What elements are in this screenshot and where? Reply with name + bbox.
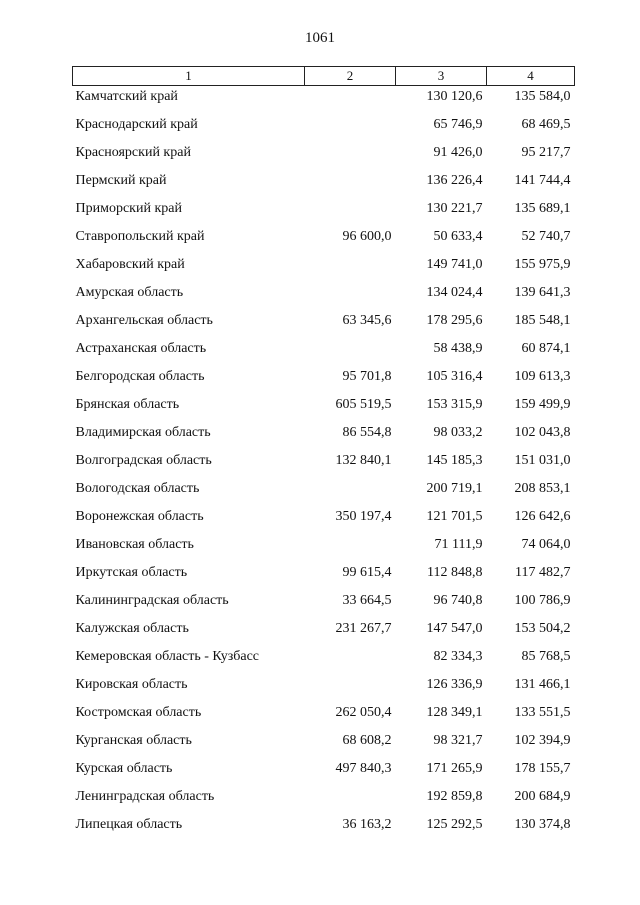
- column-3-value: 130 120,6: [426, 89, 483, 104]
- column-2-value: 86 554,8: [342, 425, 392, 440]
- column-2-value: 63 345,6: [342, 313, 392, 328]
- table-row: [73, 335, 575, 363]
- column-2-value: 605 519,5: [335, 397, 392, 412]
- column-3-value: 126 336,9: [426, 677, 483, 692]
- column-3-value: 98 321,7: [433, 733, 483, 748]
- table-header: [73, 67, 575, 86]
- region-name-cell: Вологодская область: [75, 481, 200, 496]
- column-4-value: 185 548,1: [514, 313, 571, 328]
- column-3-value: 128 349,1: [426, 705, 483, 720]
- column-2-value: 132 840,1: [335, 453, 392, 468]
- table-row: [73, 167, 575, 195]
- page-number: 1061: [305, 30, 335, 46]
- column-4-value: 130 374,8: [514, 817, 571, 832]
- column-3-value: 200 719,1: [426, 481, 483, 496]
- region-name-cell: Владимирская область: [75, 425, 211, 440]
- table-row: [73, 531, 575, 559]
- column-3-value: 105 316,4: [426, 369, 483, 384]
- column-3-value: 121 701,5: [426, 509, 483, 524]
- table-row: [73, 86, 575, 112]
- table-row: [73, 699, 575, 727]
- column-3-value: 58 438,9: [433, 341, 483, 356]
- column-4-value: 141 744,4: [514, 173, 571, 188]
- table-row: [73, 419, 575, 447]
- column-2-value: 95 701,8: [342, 369, 392, 384]
- column-3-value: 50 633,4: [433, 229, 483, 244]
- column-4-value: 133 551,5: [514, 705, 571, 720]
- column-4-value: 135 584,0: [514, 89, 571, 104]
- table-row: [73, 559, 575, 587]
- column-4-value: 159 499,9: [514, 397, 571, 412]
- table-row: [73, 139, 575, 167]
- header-row: [73, 67, 575, 86]
- column-3-value: 134 024,4: [426, 285, 483, 300]
- column-4-value: 126 642,6: [514, 509, 571, 524]
- region-name-cell: Белгородская область: [75, 369, 205, 384]
- region-name-cell: Ставропольский край: [75, 229, 205, 244]
- region-name-cell: Ивановская область: [75, 537, 194, 552]
- column-2-value: [305, 167, 396, 195]
- region-name-cell: Волгоградская область: [75, 453, 212, 468]
- column-3-value: 65 746,9: [433, 117, 483, 132]
- region-name-cell: Липецкая область: [75, 817, 183, 832]
- table-body: [73, 86, 575, 840]
- region-name-cell: Приморский край: [75, 201, 182, 216]
- table-row: [73, 783, 575, 811]
- table-row: [73, 111, 575, 139]
- column-4-value: 153 504,2: [514, 621, 571, 636]
- region-name-cell: Краснодарский край: [75, 117, 198, 132]
- region-name-cell: Кемеровская область - Кузбасс: [75, 649, 260, 664]
- column-2-value: 497 840,3: [335, 761, 392, 776]
- column-3-value: 98 033,2: [433, 425, 483, 440]
- column-header-4: 4: [487, 67, 575, 86]
- table-row: [73, 755, 575, 783]
- region-name-cell: Хабаровский край: [75, 257, 185, 272]
- table-row: [73, 727, 575, 755]
- column-2-value: [305, 195, 396, 223]
- table-row: [73, 643, 575, 671]
- column-2-value: 99 615,4: [342, 565, 392, 580]
- column-4-value: 135 689,1: [514, 201, 571, 216]
- data-table: [72, 66, 575, 839]
- region-name-cell: Камчатский край: [75, 89, 178, 104]
- table-row: [73, 363, 575, 391]
- column-3-value: 112 848,8: [427, 565, 483, 580]
- column-2-value: 96 600,0: [342, 229, 392, 244]
- column-4-value: 74 064,0: [521, 537, 571, 552]
- region-name-cell: Брянская область: [75, 397, 180, 412]
- column-2-value: 36 163,2: [342, 817, 392, 832]
- column-4-value: 52 740,7: [521, 229, 571, 244]
- column-4-value: 200 684,9: [514, 789, 571, 804]
- column-4-value: 68 469,5: [521, 117, 571, 132]
- region-name-cell: Курганская область: [75, 733, 192, 748]
- region-name-cell: Ленинградская область: [75, 789, 215, 804]
- region-name-cell: Курская область: [75, 761, 173, 776]
- column-2-value: [305, 111, 396, 139]
- column-4-value: 155 975,9: [514, 257, 571, 272]
- table-row: [73, 447, 575, 475]
- column-3-value: 136 226,4: [426, 173, 483, 188]
- column-4-value: 151 031,0: [514, 453, 571, 468]
- region-name-cell: Кировская область: [75, 677, 188, 692]
- column-2-value: 33 664,5: [342, 593, 392, 608]
- column-2-value: [305, 783, 396, 811]
- table-row: [73, 587, 575, 615]
- column-2-value: [305, 643, 396, 671]
- column-3-value: 96 740,8: [433, 593, 483, 608]
- column-3-value: 192 859,8: [426, 789, 483, 804]
- column-3-value: 130 221,7: [426, 201, 483, 216]
- column-4-value: 178 155,7: [514, 761, 571, 776]
- table-row: [73, 307, 575, 335]
- column-3-value: 145 185,3: [426, 453, 483, 468]
- column-4-value: 100 786,9: [514, 593, 571, 608]
- table-row: [73, 391, 575, 419]
- column-4-value: 60 874,1: [521, 341, 571, 356]
- region-name-cell: Амурская область: [75, 285, 184, 300]
- table-row: [73, 475, 575, 503]
- column-2-value: 350 197,4: [335, 509, 392, 524]
- column-3-value: 147 547,0: [426, 621, 483, 636]
- column-3-value: 171 265,9: [426, 761, 483, 776]
- column-4-value: 102 394,9: [514, 733, 571, 748]
- column-3-value: 153 315,9: [426, 397, 483, 412]
- column-header-2: 2: [305, 67, 396, 86]
- region-name-cell: Пермский край: [75, 173, 167, 188]
- column-3-value: 178 295,6: [426, 313, 483, 328]
- table-row: [73, 251, 575, 279]
- column-2-value: [305, 139, 396, 167]
- column-4-value: 85 768,5: [521, 649, 571, 664]
- column-2-value: 262 050,4: [335, 705, 392, 720]
- column-4-value: 109 613,3: [514, 369, 571, 384]
- column-3-value: 91 426,0: [433, 145, 483, 160]
- region-name-cell: Калининградская область: [75, 593, 229, 608]
- region-name-cell: Калужская область: [75, 621, 189, 636]
- table-row: [73, 223, 575, 251]
- region-name-cell: Костромская область: [75, 705, 202, 720]
- region-name-cell: Иркутская область: [75, 565, 188, 580]
- column-3-value: 71 111,9: [434, 537, 483, 552]
- column-2-value: [305, 279, 396, 307]
- table-row: [73, 615, 575, 643]
- table-row: [73, 671, 575, 699]
- region-name-cell: Архангельская область: [75, 313, 213, 328]
- column-4-value: 208 853,1: [514, 481, 571, 496]
- column-3-value: 82 334,3: [433, 649, 483, 664]
- table-row: [73, 811, 575, 839]
- column-header-1: 1: [73, 67, 305, 86]
- column-4-value: 102 043,8: [514, 425, 571, 440]
- column-2-value: [305, 531, 396, 559]
- column-2-value: [305, 671, 396, 699]
- column-3-value: 149 741,0: [426, 257, 483, 272]
- region-name-cell: Воронежская область: [75, 509, 204, 524]
- column-2-value: [305, 335, 396, 363]
- column-header-3: 3: [396, 67, 487, 86]
- region-name-cell: Красноярский край: [75, 145, 191, 160]
- column-4-value: 95 217,7: [521, 145, 571, 160]
- column-2-value: [305, 86, 396, 112]
- column-2-value: [305, 475, 396, 503]
- column-3-value: 125 292,5: [426, 817, 483, 832]
- column-4-value: 131 466,1: [514, 677, 571, 692]
- table-row: [73, 503, 575, 531]
- region-name-cell: Астраханская область: [75, 341, 207, 356]
- table-row: [73, 279, 575, 307]
- column-4-value: 139 641,3: [514, 285, 571, 300]
- column-2-value: 68 608,2: [342, 733, 392, 748]
- column-4-value: 117 482,7: [515, 565, 571, 580]
- table-row: [73, 195, 575, 223]
- column-2-value: [305, 251, 396, 279]
- column-2-value: 231 267,7: [335, 621, 392, 636]
